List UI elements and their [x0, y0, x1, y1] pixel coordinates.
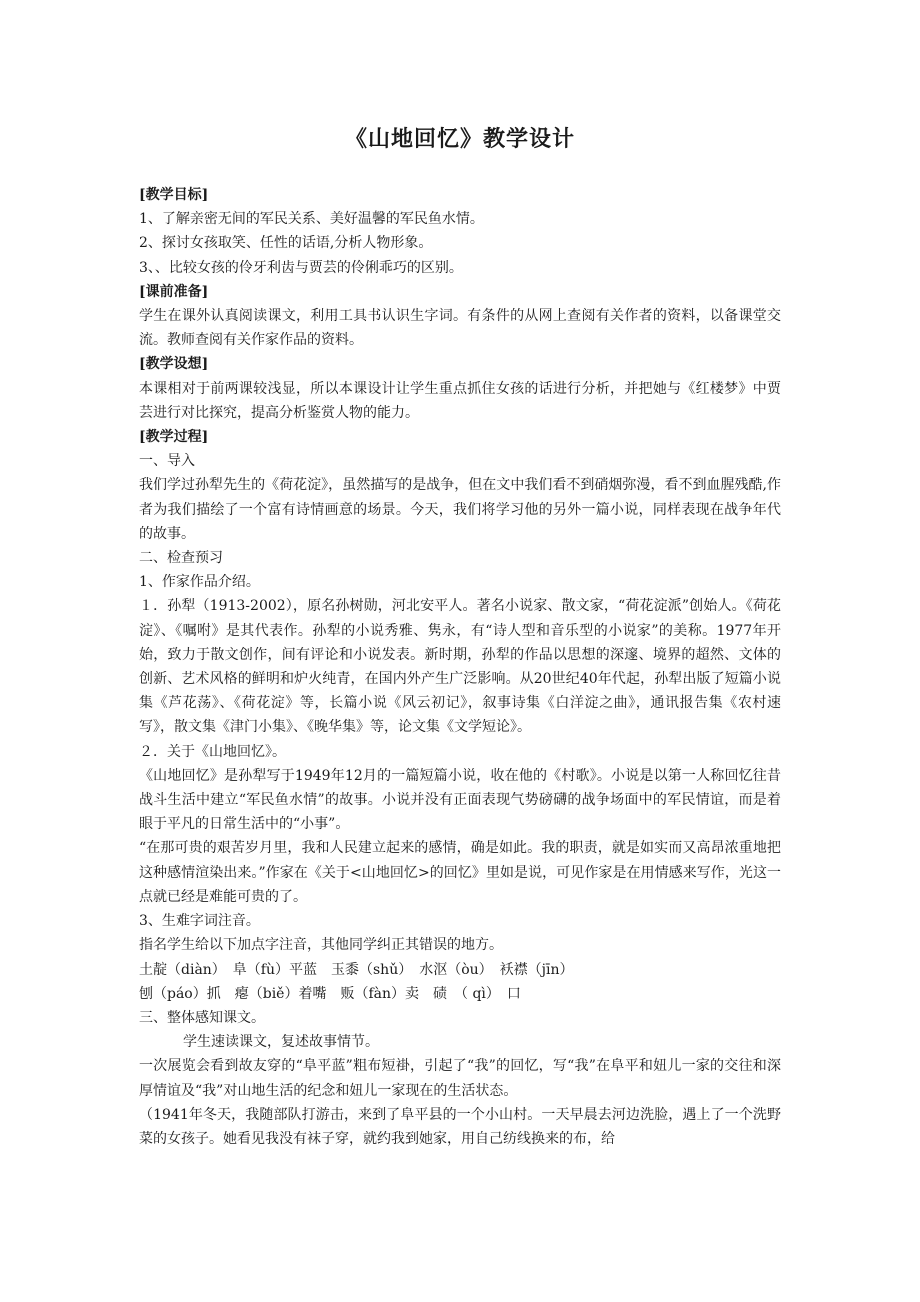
paragraph: 指名学生给以下加点字注音，其他同学纠正其错误的地方。: [139, 937, 503, 954]
pinyin-line: 刨（páo）抓 瘪（biě）着嘴 贩（fàn）卖 碛 （ qì） 口: [139, 985, 521, 1002]
paragraph: 3、、比较女孩的伶牙利齿与贾芸的伶俐乖巧的区别。: [139, 259, 463, 276]
paragraph: 我们学过孙犁先生的《荷花淀》，虽然描写的是战争，但在文中我们看不到硝烟弥漫，看不到血腥残酷,作者为我们描绘了一个富有诗情画意的场景。今天，我们将学习他的另外一篇小说，同样表现在战争年代的故事。: [139, 477, 781, 542]
paragraph: 本课相对于前两课较浅显，所以本课设计让学生重点抓住女孩的话进行分析，并把她与《红楼梦》中贾芸进行对比探究，提高分析鉴赏人物的能力。: [139, 380, 781, 421]
subheading: 一、导入: [139, 453, 195, 470]
document-body: [139, 183, 781, 1151]
paragraph: 学生在课外认真阅读课文，利用工具书认识生字词。有条件的从网上查阅有关作者的资料，以备课堂交流。教师查阅有关作家作品的资料。: [139, 308, 781, 349]
paragraph: 3、生难字词注音。: [139, 913, 260, 930]
paragraph: 1、作家作品介绍。: [139, 574, 260, 591]
pinyin-line: 土靛（diàn） 阜（fù）平蓝 玉黍（shǔ） 水沤（òu） 袄襟（jīn）: [139, 961, 574, 978]
section-heading-design: [教学设想]: [139, 356, 209, 373]
paragraph: 《山地回忆》是孙犁写于1949年12月的一篇短篇小说，收在他的《村歌》。小说是以第一人称回忆往昔战斗生活中建立“军民鱼水情”的故事。小说并没有正面表现气势磅礴的战争场面中的军民情谊，而是着眼于平凡的日常生活中的“小事”。: [139, 767, 781, 833]
paragraph: ２．关于《山地回忆》。: [139, 743, 286, 760]
subheading: 二、检查预习: [139, 550, 223, 567]
paragraph: １．孙犁（1913-2002），原名孙树勋，河北安平人。著名小说家、散文家，“荷花淀派”创始人。《荷花淀》、《嘱咐》是其代表作。孙犁的小说秀雅、隽永，有“诗人型和音乐型的小说家”的美称。1977年开始，致力于散文创作，间有评论和小说发表。新时期，孙犁的作品以思想的深邃、境界的超然、文体的创新、艺术风格的鲜明和炉火纯青，在国内外产生广泛影响。从20世纪40年代起，孙犁出版了短篇小说集《芦花荡》、《荷花淀》等，长篇小说《风云初记》，叙事诗集《白洋淀之曲》，通讯报告集《农村速写》，散文集《津门小集》、《晚华集》等，论文集《文学短论》。: [139, 598, 781, 736]
document-title: 《山地回忆》教学设计: [344, 127, 575, 152]
paragraph: 1、了解亲密无间的军民关系、美好温馨的军民鱼水情。: [139, 211, 484, 228]
paragraph: 一次展览会看到故友穿的“阜平蓝”粗布短褂，引起了“我”的回忆，写“我”在阜平和妞儿一家的交往和深厚情谊及“我”对山地生活的纪念和妞儿一家现在的生活状态。: [139, 1058, 781, 1099]
paragraph: （1941年冬天，我随部队打游击，来到了阜平县的一个小山村。一天早晨去河边洗脸，遇上了一个洗野菜的女孩子。她看见我没有袜子穿，就约我到她家，用自己纺线换来的布，给: [139, 1106, 781, 1147]
section-heading-goals: [教学目标]: [139, 187, 209, 203]
section-heading-preparation: [课前准备]: [139, 283, 209, 300]
subheading: 三、整体感知课文。: [139, 1009, 265, 1026]
section-heading-process: [教学过程]: [139, 429, 209, 446]
paragraph: 2、探讨女孩取笑、任性的话语,分析人物形象。: [139, 235, 433, 252]
paragraph: “在那可贵的艰苦岁月里，我和人民建立起来的感情，确是如此。我的职责，就是如实而又高昂浓重地把这种感情渲染出来。”作家在《关于<山地回忆>的回忆》里如是说，可见作家是在用情感来写作，光这一点就已经是难能可贵的了。: [139, 840, 781, 905]
paragraph: 学生速读课文，复述故事情节。: [183, 1034, 379, 1051]
